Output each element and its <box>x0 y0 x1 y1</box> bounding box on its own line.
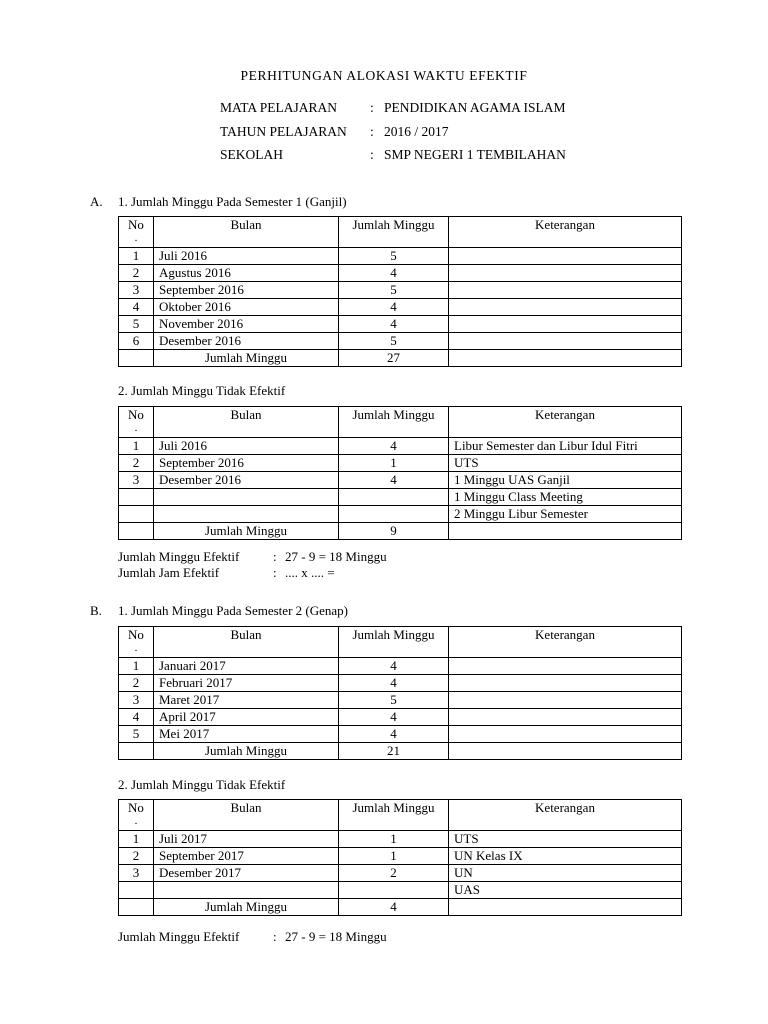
cell-keterangan <box>449 333 682 350</box>
table-total-row <box>119 350 682 367</box>
cell-jumlah-minggu: 4 <box>339 709 449 726</box>
header-no-label: No <box>128 627 144 642</box>
cell-no: 5 <box>119 726 154 743</box>
section-b-table2-caption: 2. Jumlah Minggu Tidak Efektif <box>118 777 286 792</box>
cell-keterangan <box>449 282 682 299</box>
cell-no <box>119 882 154 899</box>
cell-keterangan <box>449 299 682 316</box>
cell-keterangan: UN <box>449 865 682 882</box>
meta-label: SEKOLAH <box>220 147 283 162</box>
cell-keterangan <box>449 675 682 692</box>
table-row <box>119 489 682 506</box>
header-no <box>119 627 154 658</box>
cell-keterangan: 1 Minggu UAS Ganjil <box>449 472 682 489</box>
cell-keterangan: UAS <box>449 882 682 899</box>
summary-value: 27 - 9 = 18 Minggu <box>285 929 387 944</box>
cell-jumlah-minggu: 4 <box>339 438 449 455</box>
cell-empty <box>119 523 154 540</box>
header-keterangan: Keterangan <box>449 800 682 831</box>
cell-jumlah-minggu: 4 <box>339 726 449 743</box>
cell-bulan: September 2017 <box>154 848 339 865</box>
header-no <box>119 217 154 248</box>
summary-line <box>118 549 387 565</box>
header-no <box>119 800 154 831</box>
table-row <box>119 506 682 523</box>
meta-value: PENDIDIKAN AGAMA ISLAM <box>384 100 566 115</box>
cell-keterangan <box>449 709 682 726</box>
header-bulan: Bulan <box>154 407 339 438</box>
cell-bulan: Juli 2016 <box>154 438 339 455</box>
section-a-table1-caption: 1. Jumlah Minggu Pada Semester 1 (Ganjil) <box>118 194 347 209</box>
total-value: 4 <box>339 899 449 916</box>
cell-jumlah-minggu: 2 <box>339 865 449 882</box>
cell-bulan: Desember 2017 <box>154 865 339 882</box>
meta-year <box>220 124 449 140</box>
cell-no: 5 <box>119 316 154 333</box>
cell-jumlah-minggu: 4 <box>339 658 449 675</box>
cell-no: 1 <box>119 438 154 455</box>
cell-jumlah-minggu: 4 <box>339 316 449 333</box>
table-row <box>119 882 682 899</box>
table-row <box>119 675 682 692</box>
cell-bulan: April 2017 <box>154 709 339 726</box>
cell-empty <box>119 899 154 916</box>
total-value: 9 <box>339 523 449 540</box>
cell-keterangan: Libur Semester dan Libur Idul Fitri <box>449 438 682 455</box>
cell-jumlah-minggu <box>339 506 449 523</box>
meta-value: 2016 / 2017 <box>384 124 449 139</box>
cell-keterangan <box>449 248 682 265</box>
cell-bulan: Mei 2017 <box>154 726 339 743</box>
cell-bulan: Maret 2017 <box>154 692 339 709</box>
cell-keterangan: UTS <box>449 831 682 848</box>
summary-label: Jumlah Jam Efektif <box>118 565 220 580</box>
summary-colon: : <box>273 929 277 944</box>
cell-keterangan <box>449 692 682 709</box>
table-row <box>119 709 682 726</box>
table-header-row <box>119 407 682 438</box>
cell-no: 6 <box>119 333 154 350</box>
meta-colon: : <box>370 124 374 139</box>
cell-jumlah-minggu: 4 <box>339 675 449 692</box>
header-keterangan: Keterangan <box>449 627 682 658</box>
cell-keterangan: 2 Minggu Libur Semester <box>449 506 682 523</box>
cell-bulan: Januari 2017 <box>154 658 339 675</box>
total-label: Jumlah Minggu <box>154 350 339 367</box>
table-row <box>119 265 682 282</box>
cell-empty <box>449 523 682 540</box>
header-no-label: No <box>128 217 144 232</box>
table-row <box>119 248 682 265</box>
cell-jumlah-minggu <box>339 882 449 899</box>
cell-no <box>119 506 154 523</box>
cell-no: 3 <box>119 692 154 709</box>
table-row <box>119 316 682 333</box>
table-row <box>119 299 682 316</box>
section-a-table2 <box>118 406 682 540</box>
cell-no: 3 <box>119 472 154 489</box>
table-row <box>119 831 682 848</box>
section-b-table1-caption: 1. Jumlah Minggu Pada Semester 2 (Genap) <box>118 603 348 618</box>
table-row <box>119 848 682 865</box>
cell-empty <box>119 743 154 760</box>
summary-line <box>118 565 335 581</box>
cell-bulan: November 2016 <box>154 316 339 333</box>
cell-bulan <box>154 489 339 506</box>
header-bulan: Bulan <box>154 800 339 831</box>
cell-keterangan <box>449 316 682 333</box>
summary-colon: : <box>273 549 277 564</box>
cell-no: 4 <box>119 709 154 726</box>
section-b-table2 <box>118 799 682 916</box>
table-header-row <box>119 627 682 658</box>
cell-no: 1 <box>119 658 154 675</box>
cell-empty <box>449 743 682 760</box>
cell-jumlah-minggu: 4 <box>339 265 449 282</box>
header-keterangan: Keterangan <box>449 217 682 248</box>
table-row <box>119 726 682 743</box>
cell-bulan <box>154 506 339 523</box>
summary-label: Jumlah Minggu Efektif <box>118 929 240 944</box>
cell-bulan: September 2016 <box>154 282 339 299</box>
table-row <box>119 333 682 350</box>
summary-value: .... x .... = <box>285 565 335 580</box>
cell-jumlah-minggu: 4 <box>339 299 449 316</box>
total-label: Jumlah Minggu <box>154 743 339 760</box>
meta-colon: : <box>370 100 374 115</box>
summary-line <box>118 929 387 945</box>
cell-bulan: Juli 2017 <box>154 831 339 848</box>
header-no-dot: . <box>134 422 138 434</box>
cell-no: 1 <box>119 248 154 265</box>
header-no-dot: . <box>134 642 138 654</box>
cell-jumlah-minggu <box>339 489 449 506</box>
section-b-letter: B. <box>90 603 102 618</box>
cell-no: 2 <box>119 455 154 472</box>
total-value: 27 <box>339 350 449 367</box>
cell-keterangan: UTS <box>449 455 682 472</box>
cell-bulan: Desember 2016 <box>154 472 339 489</box>
cell-no <box>119 489 154 506</box>
cell-no: 3 <box>119 282 154 299</box>
table-header-row <box>119 800 682 831</box>
table-row <box>119 865 682 882</box>
cell-bulan: Oktober 2016 <box>154 299 339 316</box>
cell-bulan: Februari 2017 <box>154 675 339 692</box>
cell-no: 2 <box>119 675 154 692</box>
total-label: Jumlah Minggu <box>154 899 339 916</box>
cell-keterangan <box>449 726 682 743</box>
header-no-dot: . <box>134 232 138 244</box>
meta-label: TAHUN PELAJARAN <box>220 124 347 139</box>
cell-empty <box>119 350 154 367</box>
cell-jumlah-minggu: 5 <box>339 692 449 709</box>
summary-label: Jumlah Minggu Efektif <box>118 549 240 564</box>
table-row <box>119 658 682 675</box>
header-no-dot: . <box>134 815 138 827</box>
cell-jumlah-minggu: 5 <box>339 248 449 265</box>
table-row <box>119 472 682 489</box>
cell-no: 3 <box>119 865 154 882</box>
header-no-label: No <box>128 800 144 815</box>
table-total-row <box>119 899 682 916</box>
table-row <box>119 438 682 455</box>
meta-school <box>220 147 566 163</box>
cell-jumlah-minggu: 5 <box>339 333 449 350</box>
cell-no: 2 <box>119 848 154 865</box>
cell-bulan: Agustus 2016 <box>154 265 339 282</box>
cell-bulan: Juli 2016 <box>154 248 339 265</box>
meta-label: MATA PELAJARAN <box>220 100 338 115</box>
header-jumlah-minggu: Jumlah Minggu <box>339 800 449 831</box>
section-a-letter: A. <box>90 194 103 209</box>
cell-keterangan <box>449 658 682 675</box>
section-a-table1 <box>118 216 682 367</box>
cell-keterangan: 1 Minggu Class Meeting <box>449 489 682 506</box>
header-no-label: No <box>128 407 144 422</box>
header-jumlah-minggu: Jumlah Minggu <box>339 217 449 248</box>
cell-no: 4 <box>119 299 154 316</box>
table-total-row <box>119 743 682 760</box>
cell-keterangan <box>449 265 682 282</box>
table-row <box>119 282 682 299</box>
cell-no: 1 <box>119 831 154 848</box>
header-no <box>119 407 154 438</box>
cell-bulan: Desember 2016 <box>154 333 339 350</box>
table-row <box>119 692 682 709</box>
header-jumlah-minggu: Jumlah Minggu <box>339 407 449 438</box>
meta-colon: : <box>370 147 374 162</box>
cell-empty <box>449 350 682 367</box>
meta-subject <box>220 100 566 116</box>
summary-value: 27 - 9 = 18 Minggu <box>285 549 387 564</box>
cell-no: 2 <box>119 265 154 282</box>
cell-jumlah-minggu: 4 <box>339 472 449 489</box>
table-header-row <box>119 217 682 248</box>
header-jumlah-minggu: Jumlah Minggu <box>339 627 449 658</box>
table-total-row <box>119 523 682 540</box>
header-bulan: Bulan <box>154 217 339 248</box>
cell-jumlah-minggu: 5 <box>339 282 449 299</box>
table-row <box>119 455 682 472</box>
cell-jumlah-minggu: 1 <box>339 831 449 848</box>
cell-bulan: September 2016 <box>154 455 339 472</box>
meta-value: SMP NEGERI 1 TEMBILAHAN <box>384 147 566 162</box>
cell-jumlah-minggu: 1 <box>339 848 449 865</box>
cell-bulan <box>154 882 339 899</box>
cell-jumlah-minggu: 1 <box>339 455 449 472</box>
header-bulan: Bulan <box>154 627 339 658</box>
section-a-table2-caption: 2. Jumlah Minggu Tidak Efektif <box>118 383 286 398</box>
cell-keterangan: UN Kelas IX <box>449 848 682 865</box>
summary-colon: : <box>273 565 277 580</box>
total-label: Jumlah Minggu <box>154 523 339 540</box>
page-title: PERHITUNGAN ALOKASI WAKTU EFEKTIF <box>240 68 528 83</box>
header-keterangan: Keterangan <box>449 407 682 438</box>
section-b-table1 <box>118 626 682 760</box>
total-value: 21 <box>339 743 449 760</box>
cell-empty <box>449 899 682 916</box>
